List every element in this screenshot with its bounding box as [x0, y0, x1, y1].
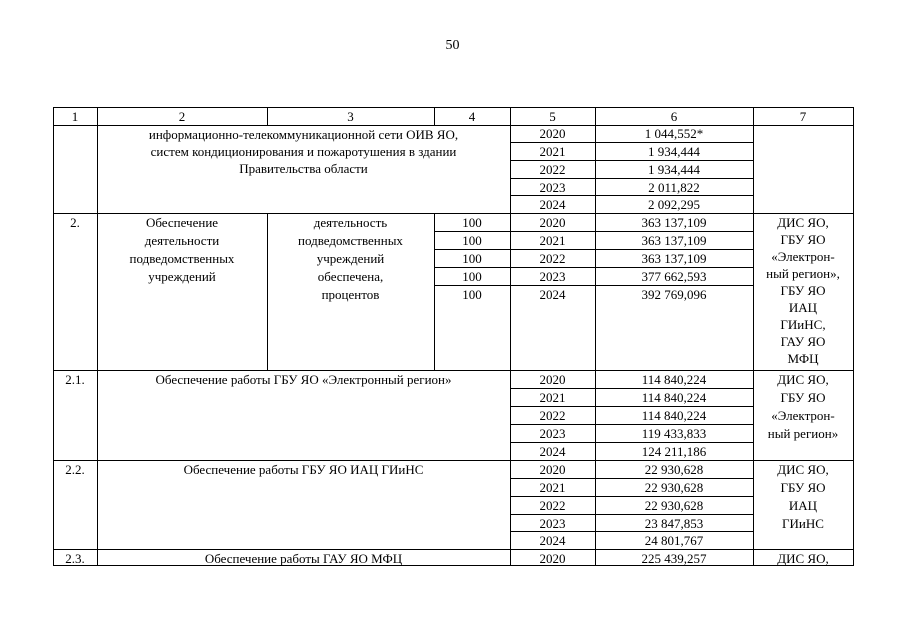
cont-name-line: Правительства области: [239, 161, 368, 176]
row2-year: 2021: [539, 233, 566, 248]
row22-number: 2.2.: [65, 462, 85, 477]
row22-amount: 23 847,853: [644, 516, 704, 531]
col-header-4: 4: [468, 109, 476, 124]
row21-amount: 124 211,186: [641, 444, 707, 459]
row23-number: 2.3.: [65, 551, 85, 566]
row22-exec-line: ДИС ЯО,: [777, 462, 829, 477]
row23-name: Обеспечение работы ГАУ ЯО МФЦ: [204, 551, 403, 566]
row2-target: 100: [462, 269, 482, 284]
row2-target: 100: [462, 287, 482, 302]
cont-year: 2023: [539, 180, 566, 195]
row2-year: 2022: [539, 251, 566, 266]
row2-indicator-line: процентов: [321, 287, 380, 302]
row22-exec-line: ГИиНС: [782, 516, 824, 531]
row23-exec: ДИС ЯО,: [777, 551, 829, 566]
row2-indicator-line: учреждений: [316, 251, 385, 266]
page-number: 50: [445, 38, 460, 53]
col-header-5: 5: [549, 109, 556, 124]
border-left: [53, 107, 54, 566]
row2-target: 100: [462, 233, 482, 248]
row22-exec-line: ГБУ ЯО: [780, 480, 826, 495]
row21-year: 2021: [539, 390, 566, 405]
row21-amount: 119 433,833: [641, 426, 707, 441]
row2-name-line: подведомственных: [129, 251, 235, 266]
row21-exec-line: ный регион»: [767, 426, 839, 441]
row2-year: 2024: [539, 287, 566, 302]
row2-name-line: учреждений: [148, 269, 216, 284]
row22-year: 2020: [539, 462, 566, 477]
row2-amount: 363 137,109: [641, 251, 707, 266]
row21-name: Обеспечение работы ГБУ ЯО «Электронный регион»: [155, 372, 452, 387]
row22-year: 2022: [539, 498, 566, 513]
row22-amount: 22 930,628: [644, 480, 704, 495]
row2-indicator-line: обеспечена,: [317, 269, 384, 284]
row2-exec-line: «Электрон-: [771, 249, 835, 264]
cont-name-line: систем кондиционирования и пожаротушения в здании: [150, 144, 457, 159]
row2-exec-line: ДИС ЯО,: [777, 215, 829, 230]
row21-year: 2024: [539, 444, 566, 459]
col-header-6: 6: [670, 109, 678, 124]
row21-year: 2023: [539, 426, 566, 441]
cont-amount: 2 092,295: [648, 197, 700, 212]
row2-exec-line: ГИиНС,: [780, 317, 826, 332]
col-header-7: 7: [799, 109, 807, 124]
row2-name-line: Обеспечение: [145, 215, 219, 230]
row2-amount: 363 137,109: [641, 233, 707, 248]
cont-name-line: информационно-телекоммуникационной сети ОИВ ЯО,: [148, 127, 459, 142]
row21-year: 2022: [539, 408, 566, 423]
cont-amount: 1 934,444: [648, 162, 700, 177]
row2-target: 100: [462, 215, 482, 230]
row2-amount: 363 137,109: [641, 215, 707, 230]
row2-amount: 377 662,593: [641, 269, 707, 284]
cont-amount: 2 011,822: [648, 180, 700, 195]
row22-amount: 22 930,628: [644, 462, 704, 477]
row2-exec-line: ный регион»,: [766, 266, 840, 281]
col-header-2: 2: [178, 109, 186, 124]
row2-exec-line: ГАУ ЯО: [780, 334, 826, 349]
row23-year: 2020: [539, 551, 566, 566]
row21-amount: 114 840,224: [641, 408, 707, 423]
row22-name: Обеспечение работы ГБУ ЯО ИАЦ ГИиНС: [183, 462, 424, 477]
row22-year: 2021: [539, 480, 566, 495]
row2-exec-line: ГБУ ЯО: [780, 283, 826, 298]
row2-number: 2.: [70, 215, 80, 230]
row2-exec-line: МФЦ: [787, 351, 819, 366]
row2-indicator-line: подведомственных: [298, 233, 403, 248]
row23-amount: 225 439,257: [641, 551, 707, 566]
col-header-1: 1: [71, 109, 79, 124]
col-header-3: 3: [347, 109, 354, 124]
row21-number: 2.1.: [65, 372, 85, 387]
row2-year: 2020: [539, 215, 566, 230]
cont-year: 2022: [539, 162, 566, 177]
row22-amount: 22 930,628: [644, 498, 704, 513]
row21-amount: 114 840,224: [641, 372, 707, 387]
row22-year: 2023: [539, 516, 566, 531]
row2-exec-line: ГБУ ЯО: [780, 232, 826, 247]
row21-exec-line: ДИС ЯО,: [777, 372, 829, 387]
cont-amount: 1 044,552*: [644, 126, 704, 141]
cont-year: 2021: [539, 144, 566, 159]
row22-year: 2024: [539, 533, 566, 548]
border-right: [853, 107, 854, 566]
row22-exec-line: ИАЦ: [788, 498, 818, 513]
cont-amount: 1 934,444: [648, 144, 700, 159]
row21-exec-line: «Электрон-: [771, 408, 835, 423]
row21-exec-line: ГБУ ЯО: [780, 390, 826, 405]
row2-exec-line: ИАЦ: [788, 300, 818, 315]
row2-indicator-line: деятельность: [313, 215, 388, 230]
row22-amount: 24 801,767: [644, 533, 704, 548]
row21-amount: 114 840,224: [641, 390, 707, 405]
row2-name-line: деятельности: [144, 233, 220, 248]
row21-year: 2020: [539, 372, 566, 387]
cont-year: 2024: [539, 197, 566, 212]
row2-target: 100: [462, 251, 482, 266]
row2-amount: 392 769,096: [641, 287, 707, 302]
row2-year: 2023: [539, 269, 566, 284]
cont-year: 2020: [539, 126, 566, 141]
